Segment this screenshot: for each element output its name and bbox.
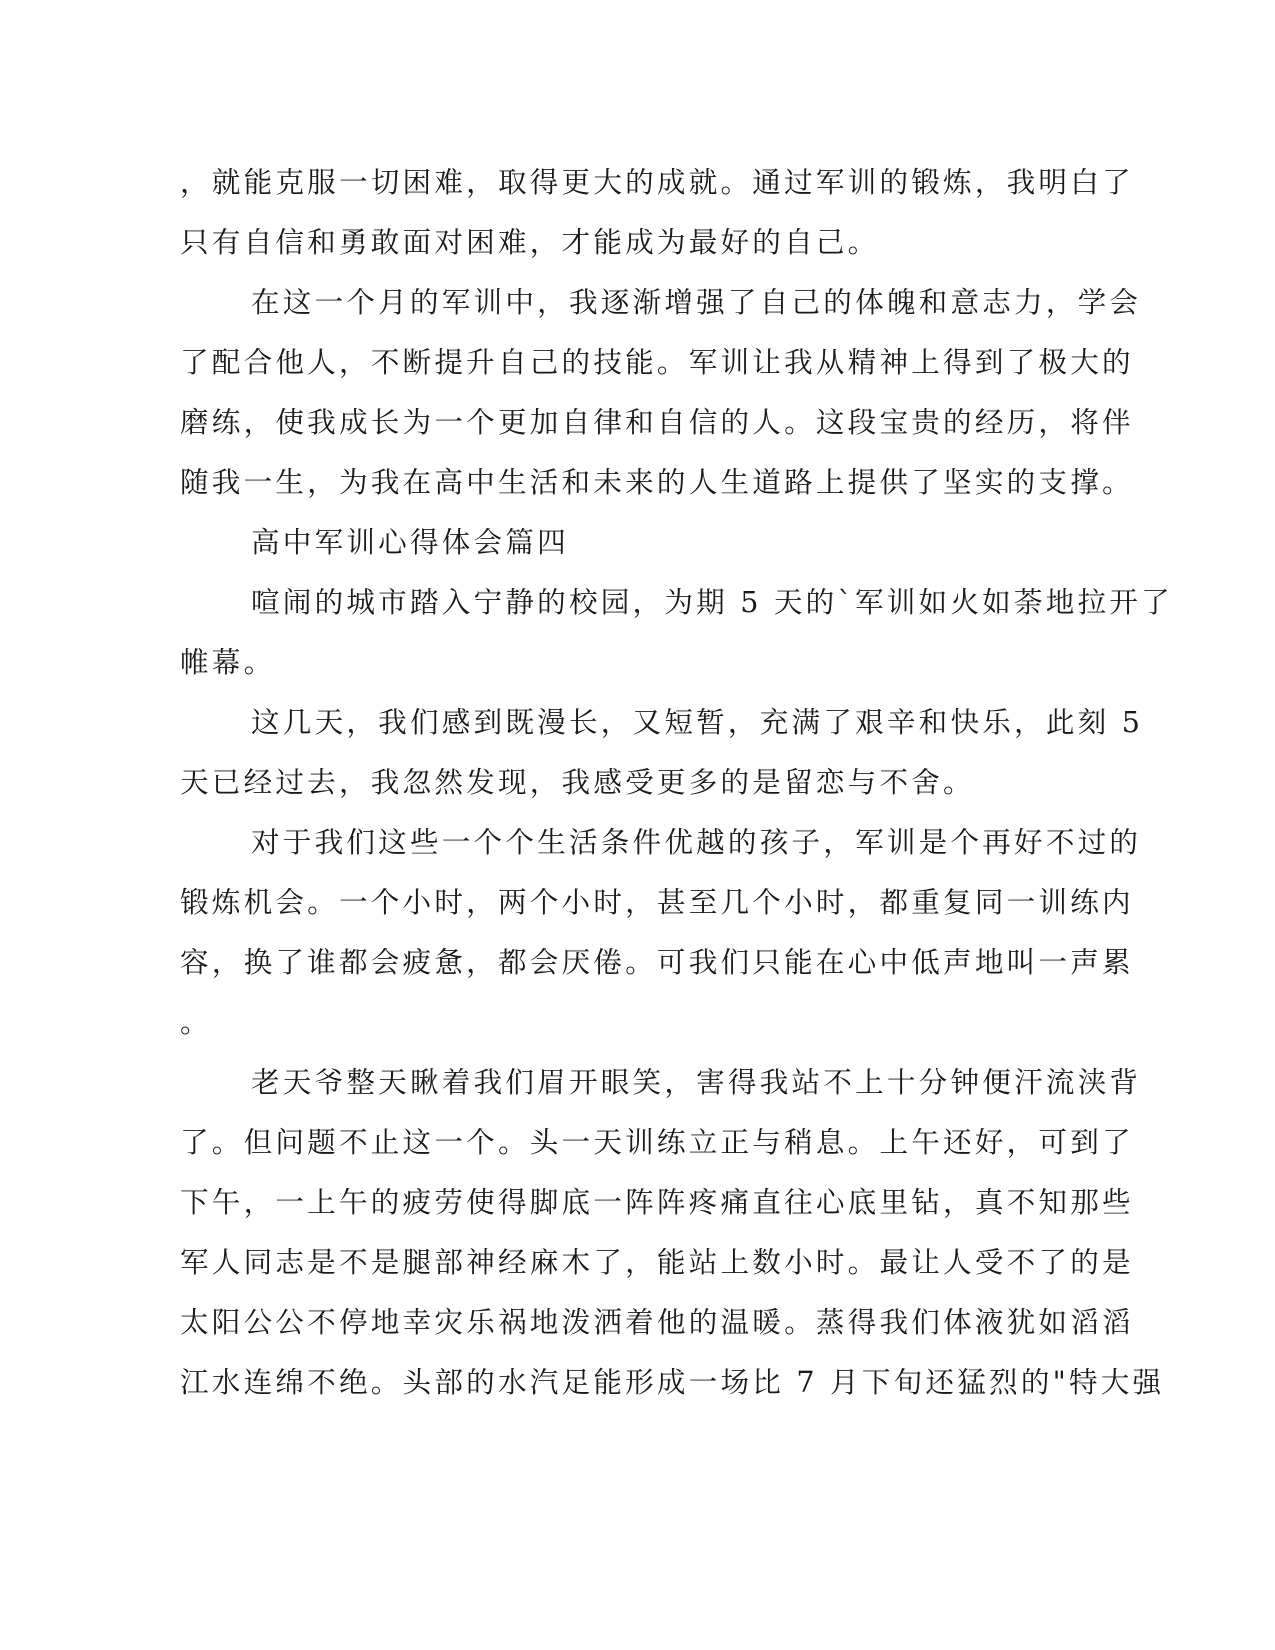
text-line: 。 — [180, 1005, 212, 1039]
text-line: 随我一生，为我在高中生活和未来的人生道路上提供了坚实的支撑。 — [180, 465, 1134, 499]
text-line: 了配合他人，不断提升自己的技能。军训让我从精神上得到了极大的 — [180, 345, 1134, 379]
text-line: 锻炼机会。一个小时，两个小时，甚至几个小时，都重复同一训练内 — [180, 885, 1134, 919]
text-line: 喧闹的城市踏入宁静的校园，为期 5 天的`军训如火如荼地拉开了 — [251, 585, 1173, 619]
text-line: 容，换了谁都会疲惫，都会厌倦。可我们只能在心中低声地叫一声累 — [180, 945, 1134, 979]
text-line: 天已经过去，我忽然发现，我感受更多的是留恋与不舍。 — [180, 765, 975, 799]
text-line: 这几天，我们感到既漫长，又短暂，充满了艰辛和快乐，此刻 5 — [251, 705, 1144, 739]
text-line: 老天爷整天瞅着我们眉开眼笑，害得我站不上十分钟便汗流浃背 — [251, 1065, 1142, 1099]
body-text — [180, 152, 1173, 1412]
text-line: 了。但问题不止这一个。头一天训练立正与稍息。上午还好，可到了 — [180, 1125, 1134, 1159]
text-line: 磨练，使我成长为一个更加自律和自信的人。这段宝贵的经历，将伴 — [180, 405, 1134, 439]
text-line: ，就能克服一切困难，取得更大的成就。通过军训的锻炼，我明白了 — [180, 165, 1134, 199]
text-line: 只有自信和勇敢面对困难，才能成为最好的自己。 — [180, 225, 880, 259]
text-line: 江水连绵不绝。头部的水汽足能形成一场比 7 月下旬还猛烈的"特大强 — [180, 1365, 1165, 1399]
text-line: 帷幕。 — [180, 645, 276, 679]
section-heading: 高中军训心得体会篇四 — [251, 525, 569, 559]
text-line: 下午，一上午的疲劳使得脚底一阵阵疼痛直往心底里钻，真不知那些 — [180, 1185, 1134, 1219]
text-line: 太阳公公不停地幸灾乐祸地泼洒着他的温暖。蒸得我们体液犹如滔滔 — [180, 1305, 1134, 1339]
text-line: 军人同志是不是腿部神经麻木了，能站上数小时。最让人受不了的是 — [180, 1245, 1134, 1279]
text-line: 在这一个月的军训中，我逐渐增强了自己的体魄和意志力，学会 — [251, 285, 1142, 319]
text-line: 对于我们这些一个个生活条件优越的孩子，军训是个再好不过的 — [251, 825, 1142, 859]
